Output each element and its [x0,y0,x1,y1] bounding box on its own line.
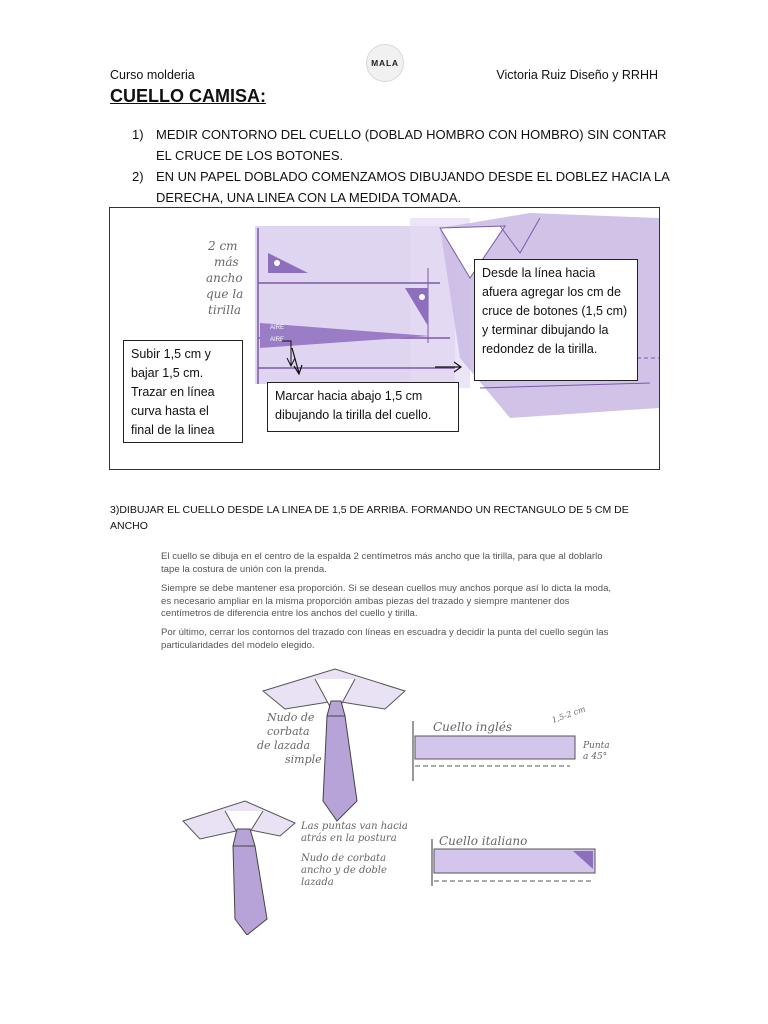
scan-paragraph-1: El cuello se dibuja en el centro de la espalda 2 centímetros más ancho que la tirilla, para que al doblarlo tape la costura de unión con la prenda. [161,551,603,575]
puntas-note-1: Las puntas van hacia [301,821,408,832]
hand-2cm: 2 cm [208,239,238,253]
header-author: Victoria Ruiz Diseño y RRHH [496,68,658,82]
page-title: CUELLO CAMISA: [110,86,266,106]
pattern-figure [109,207,660,470]
knot-simple-1: Nudo de [267,711,315,724]
hand-mas: más [214,255,239,269]
label-punta-2: a 45° [583,752,608,762]
knot-double-3: lazada [301,877,334,888]
callout-marcar: Marcar hacia abajo 1,5 cm dibujando la tirilla del cuello. [267,382,459,432]
knot-double-2: ancho y de doble [301,865,387,876]
knot-simple-3: de lazada [257,739,311,752]
scan-paragraph-2: Siempre se debe mantener esa proporción. Si se desean cuellos muy anchos porque así lo dicta la moda, es necesario ampliar en la misma proporción ambas piezas del trazado y siempre mantener dos centímetros de diferencia entre los anchos del cuello y tirilla. [161,583,612,619]
mala-logo: MALA [366,44,404,82]
hand-tirilla: tirilla [208,303,242,317]
knot-simple-4: simple [285,753,322,766]
header-course: Curso molderia [110,68,195,82]
scan-paragraph-3: Por último, cerrar los contornos del trazado con líneas en escuadra y decidir la punta del cuello según las particularidades del modelo elegido. [161,627,609,651]
puntas-note-2: atrás en la postura [301,833,397,844]
label-cuello-italiano: Cuello italiano [439,834,528,848]
collar-illustration [155,661,625,935]
step-1: 1) MEDIR CONTORNO DEL CUELLO (DOBLAD HOMBRO CON HOMBRO) SIN CONTAR EL CRUCE DE LOS BOTONES. [132,127,667,163]
label-cuello-ingles: Cuello inglés [433,720,513,734]
collar-scan [155,543,625,935]
knot-simple-2: corbata [267,725,310,738]
aire-label-1: AIRE [270,325,285,331]
label-measure: 1,5-2 cm [550,704,587,725]
steps-list [132,124,672,208]
callout-subir: Subir 1,5 cm y bajar 1,5 cm. Trazar en línea curva hasta el final de la linea [123,340,243,443]
callout-desde: Desde la línea hacia afuera agregar los cm de cruce de botones (1,5 cm) y terminar dibujando la redondez de la tirilla. [474,259,638,381]
label-punta-1: Punta [583,741,610,751]
knot-double-1: Nudo de corbata [301,853,387,864]
step-3: 3)DIBUJAR EL CUELLO DESDE LA LINEA DE 1,5 DE ARRIBA. FORMANDO UN RECTANGULO DE 5 CM DE ANCHO [110,504,629,532]
step-2: 2) EN UN PAPEL DOBLADO COMENZAMOS DIBUJANDO DESDE EL DOBLEZ HACIA LA DERECHA, UNA LINEA CON LA MEDIDA TOMADA. [132,169,670,205]
hand-ancho: ancho [206,271,243,285]
aire-label-2: AIRE [270,337,285,343]
hand-quela: que la [206,287,244,301]
